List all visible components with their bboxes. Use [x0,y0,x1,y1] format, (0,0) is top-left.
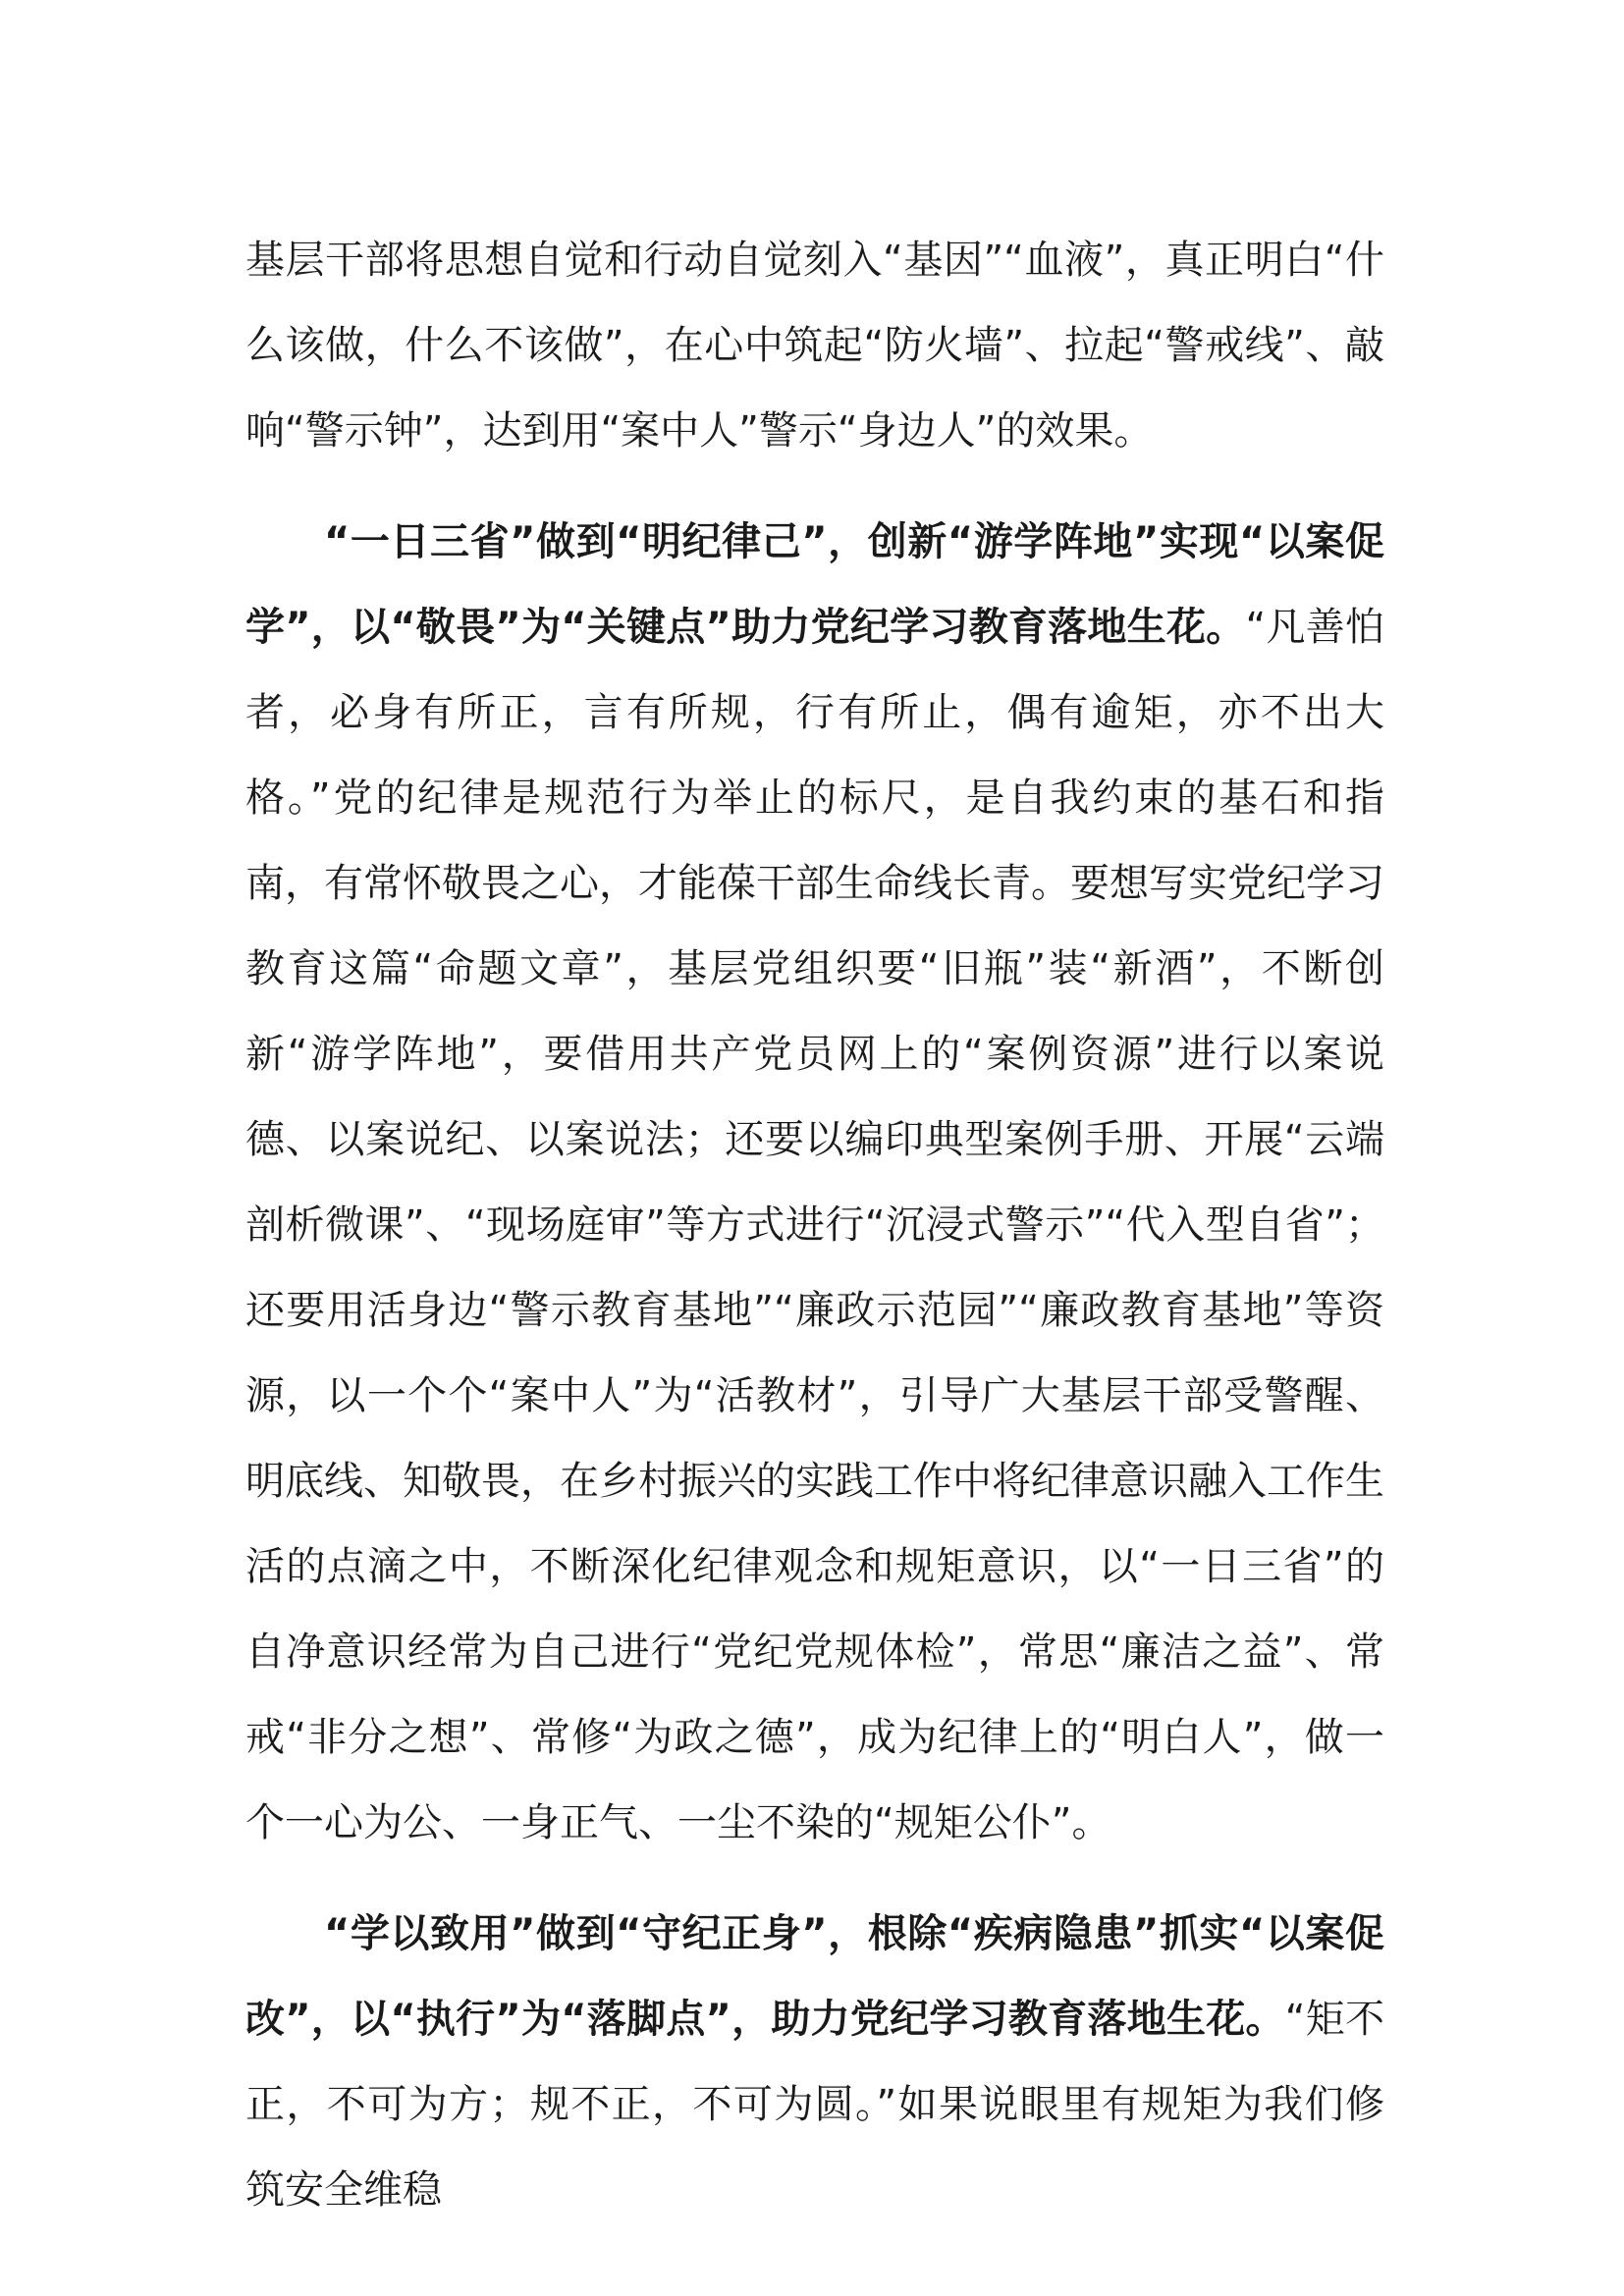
paragraph-2-body: “凡善怕者，必身有所正，言有所规，行有所止，偶有逾矩，亦不出大格。”党的纪律是规范行为举止的标尺，是自我约束的基石和指南，有常怀敬畏之心，才能葆干部生命线长青。要想写实党纪学习教育这篇“命题文章”，基层党组织要“旧瓶”装“新酒”，不断创新“游学阵地”，要借用共产党员网上的“案例资源”进行以案说德、以案说纪、以案说法；还要以编印典型案例手册、开展“云端剖析微课”、“现场庭审”等方式进行“沉浸式警示”“代入型自省”；还要用活身边“警示教育基地”“廉政示范园”“廉政教育基地”等资源，以一个个“案中人”为“活教材”，引导广大基层干部受警醒、明底线、知敬畏，在乡村振兴的实践工作中将纪律意识融入工作生活的点滴之中，不断深化纪律观念和规矩意识，以“一日三省”的自净意识经常为自己进行“党纪党规体检”，常思“廉洁之益”、常戒“非分之想”、常修“为政之德”，成为纪律上的“明白人”，做一个一心为公、一身正气、一尘不染的“规矩公仆”。 [245,605,1384,1845]
paragraph-3-body: “矩不正，不可为方；规不正，不可为圆。”如果说眼里有规矩为我们修筑安全维稳 [245,1997,1384,2213]
paragraph-2 [245,500,1384,1866]
paragraph-3-lead: “学以致用”做到“守纪正身”，根除“疾病隐患”抓实“以案促改”，以“执行”为“落脚点”，助力党纪学习教育落地生花。 [245,1911,1384,2042]
paragraph-3 [245,1892,1384,2233]
paragraph-2-lead: “一日三省”做到“明纪律己”，创新“游学阵地”实现“以案促学”，以“敬畏”为“关键点”助力党纪学习教育落地生花。 [245,519,1384,650]
paragraph-1 [245,218,1384,474]
paragraph-1-body: 基层干部将思想自觉和行动自觉刻入“基因”“血液”，真正明白“什么该做，什么不该做”，在心中筑起“防火墙”、拉起“警戒线”、敲响“警示钟”，达到用“案中人”警示“身边人”的效果。 [245,238,1384,454]
document-page [245,218,1384,2233]
